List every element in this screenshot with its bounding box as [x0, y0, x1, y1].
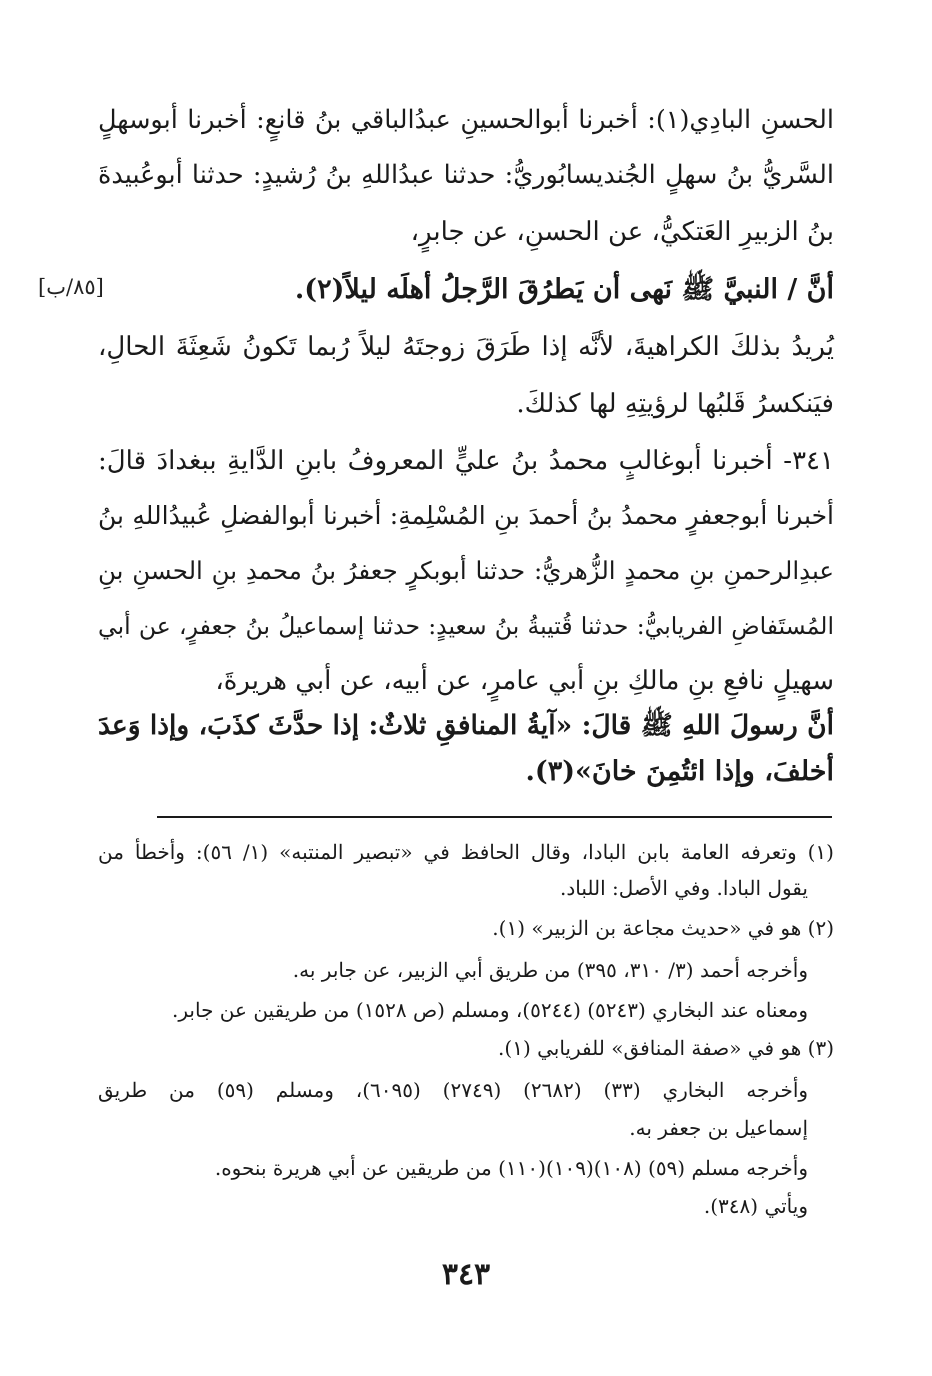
text-line: أخبرنا أبوجعفرٍ محمدُ بنُ أحمدَ بنِ المُسْلِمةِ: أخبرنا أبوالفضلِ عُبيدُاللهِ بنُ [98, 501, 834, 530]
footnote-1: (١) وتعرفه العامة بابن البادا، وقال الحافظ في «تبصير المنتبه» (١/ ٥٦): وأخطأ من [98, 840, 834, 864]
footnote-separator [157, 816, 832, 818]
text-line: المُستَفاضِ الفريابيُّ: حدثنا قُتيبةُ بنُ سعيدٍ: حدثنا إسماعيلُ بنُ جعفرٍ، عن أبي [98, 612, 834, 640]
hadith-number-line: ٣٤١- أخبرنا أبوغالبٍ محمدُ بنُ عليٍّ المعروفُ بابنِ الدَّايةِ ببغدادَ قالَ: [98, 446, 834, 476]
hadith-line: أنَّ / النبيَّ ﷺ نَهى أن يَطرُقَ الرَّجلُ أهلَه ليلاً(٢). [294, 274, 834, 305]
text-line: يُريدُ بذلكَ الكراهيةَ، لأنَّه إذا طَرَقَ زوجتَهُ ليلاً رُبما تَكونُ شَعِثَةَ الحالِ، [98, 332, 834, 362]
text-line: فيَنكسرُ قَلبُها لرؤيتِهِ لها كذلكَ. [516, 389, 834, 419]
page-number: ٣٤٣ [441, 1257, 491, 1292]
hadith-line: أخلفَ، وإذا ائتُمِنَ خانَ»(٣). [525, 756, 834, 787]
footnote-2-line: ومعناه عند البخاري (٥٢٤٣) (٥٢٤٤)، ومسلم (ص ١٥٢٨) من طريقين عن جابر. [172, 998, 808, 1022]
text-line: سهيلٍ نافعِ بنِ مالكِ بنِ أبي عامرٍ، عن أبيه، عن أبي هريرةَ، [215, 666, 834, 696]
footnote-3-line: وأخرجه مسلم (٥٩) (١٠٨)(١٠٩)(١١٠) من طريقين عن أبي هريرة بنحوه. [214, 1156, 808, 1180]
footnote-3-line: ويأتي (٣٤٨). [703, 1194, 808, 1218]
footnote-3-line: وأخرجه البخاري (٣٣) (٢٦٨٢) (٢٧٤٩) (٦٠٩٥)، ومسلم (٥٩) من طريق [98, 1078, 809, 1102]
margin-folio-reference: [٨٥/ب] [38, 275, 104, 299]
hadith-line: أنَّ رسولَ اللهِ ﷺ قالَ: «آيةُ المنافقِ ثلاثٌ: إذا حدَّثَ كذَبَ، وإذا وَعدَ [98, 710, 834, 741]
footnote-3-line: إسماعيل بن جعفر به. [629, 1116, 808, 1140]
footnote-3: (٣) هو في «صفة المنافق» للفريابي (١). [498, 1036, 834, 1060]
text-line: عبدِالرحمنِ بنِ محمدٍ الزُّهريُّ: حدثنا أبوبكرٍ جعفرُ بنُ محمدِ بنِ الحسنِ بنِ [98, 556, 834, 585]
footnote-1-continued: يقول البادا. وفي الأصل: اللباد. [560, 876, 808, 900]
text-line: الحسنِ البادِي(١): أخبرنا أبوالحسينِ عبدُالباقي بنُ قانعٍ: أخبرنا أبوسهلٍ [98, 105, 834, 135]
footnote-2: (٢) هو في «حديث مجاعة بن الزبير» (١). [492, 916, 834, 940]
text-line: السَّريُّ بنُ سهلٍ الجُنديسابُوريُّ: حدثنا عبدُاللهِ بنُ رُشيدٍ: حدثنا أبوعُبيدةَ [98, 160, 834, 190]
text-line: بنُ الزبيرِ العَتكيُّ، عن الحسنِ، عن جابرٍ، [410, 217, 834, 247]
footnote-2-line: وأخرجه أحمد (٣/ ٣١٠، ٣٩٥) من طريق أبي الزبير، عن جابر به. [292, 958, 808, 982]
